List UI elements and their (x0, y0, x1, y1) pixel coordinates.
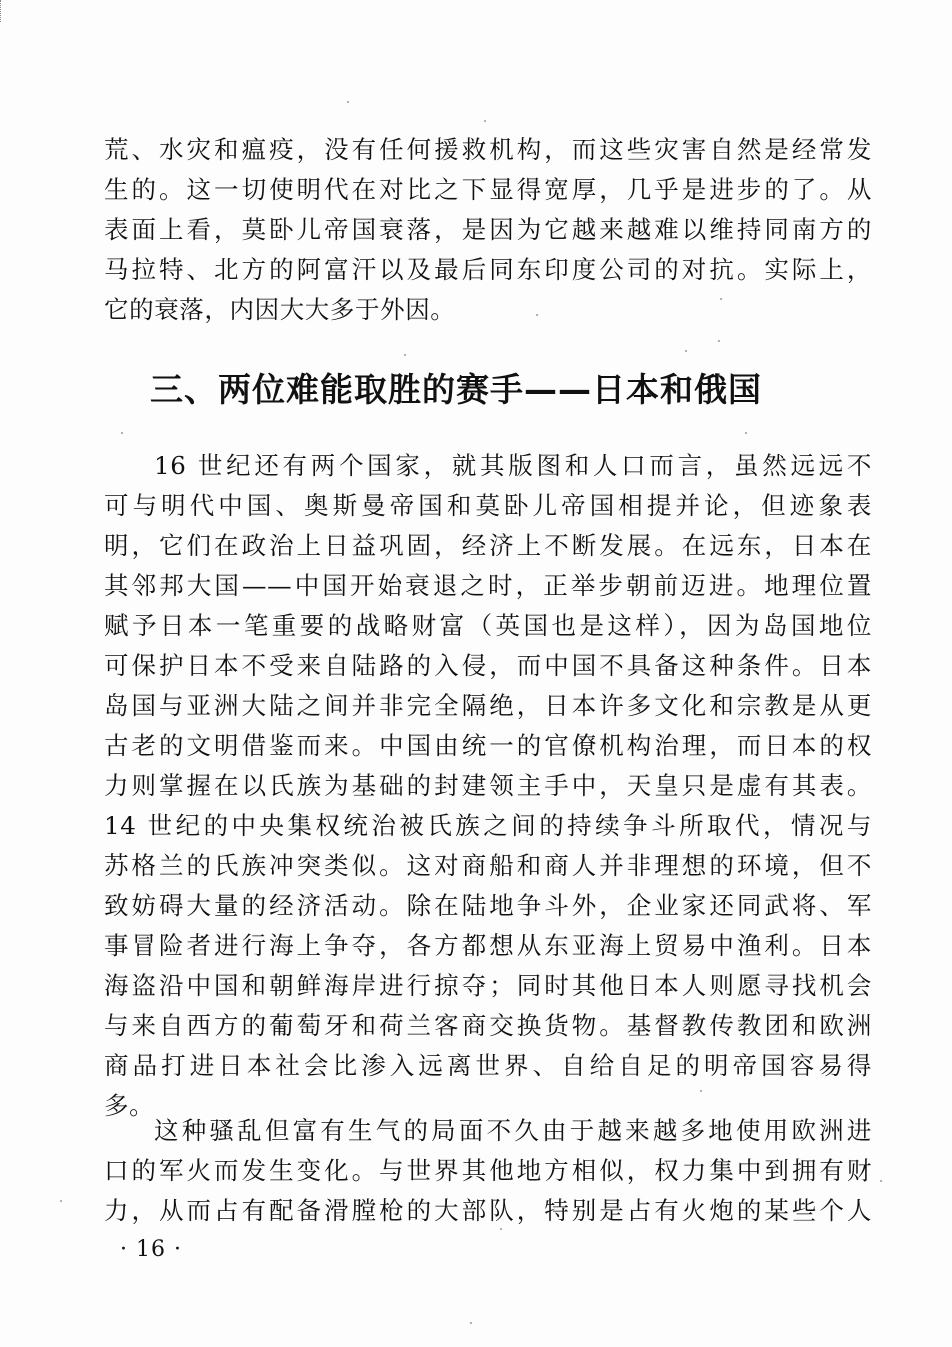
scan-speck (347, 101, 349, 103)
scan-speck (685, 350, 687, 352)
text-line: 海盗沿中国和朝鲜海岸进行掠夺；同时其他日本人则愿寻找机会 (104, 971, 872, 1000)
text-line: 多。 (104, 1091, 155, 1120)
text-line: 可与明代中国、奥斯曼帝国和莫卧儿帝国相提并论，但迹象表 (104, 491, 872, 520)
scan-speck (536, 314, 538, 316)
scan-speck (880, 1180, 882, 1182)
scan-speck (500, 1228, 502, 1230)
text-line: 明，它们在政治上日益巩固，经济上不断发展。在远东，日本在 (104, 531, 872, 560)
text-line: 口的军火而发生变化。与世界其他地方相似，权力集中到拥有财 (104, 1156, 872, 1185)
text-line: 可保护日本不受来自陆路的入侵，而中国不具备这种条件。日本 (104, 651, 872, 680)
text-line: 14 世纪的中央集权统治被氏族之间的持续争斗所取代，情况与 (104, 811, 872, 840)
page-number: · 16 · (120, 1237, 182, 1262)
text-line: 事冒险者进行海上争夺，各方都想从东亚海上贸易中渔利。日本 (104, 931, 872, 960)
scan-speck (745, 432, 747, 434)
scan-speck (484, 120, 486, 122)
text-line: 它的衰落，内因大大多于外因。 (104, 295, 456, 324)
text-line: 力则掌握在以氏族为基础的封建领主手中，天皇只是虚有其表。 (104, 771, 872, 800)
section-heading: 三、两位难能取胜的赛手——日本和俄国 (150, 370, 762, 409)
scan-speck (404, 354, 406, 356)
text-line: 这种骚乱但富有生气的局面不久由于越来越多地使用欧洲进 (154, 1116, 872, 1145)
scan-speck (121, 432, 123, 434)
scan-speck (60, 1200, 62, 1202)
text-line: 力，从而占有配备滑膛枪的大部队，特别是占有火炮的某些个人 (104, 1196, 872, 1225)
text-line: 商品打进日本社会比渗入远离世界、自给自足的明帝国容易得 (104, 1051, 872, 1080)
text-line: 赋予日本一笔重要的战略财富（英国也是这样），因为岛国地位 (104, 611, 872, 640)
scan-speck (718, 340, 720, 342)
paragraph-firearms (104, 1111, 872, 1231)
text-line: 岛国与亚洲大陆之间并非完全隔绝，日本许多文化和宗教是从更 (104, 691, 872, 720)
text-line: 其邻邦大国——中国开始衰退之时，正举步朝前迈进。地理位置 (104, 571, 872, 600)
scan-speck (700, 1090, 702, 1092)
text-line: 16 世纪还有两个国家，就其版图和人口而言，虽然远远不 (154, 451, 872, 480)
text-line: 苏格兰的氏族冲突类似。这对商船和商人并非理想的环境，但不 (104, 851, 872, 880)
paragraph-japan-russia (104, 446, 872, 1126)
scan-speck (470, 1322, 472, 1324)
text-line: 古老的文明借鉴而来。中国由统一的官僚机构治理，而日本的权 (104, 731, 872, 760)
text-line: 马拉特、北方的阿富汗以及最后同东印度公司的对抗。实际上， (104, 255, 872, 284)
scan-speck (720, 298, 722, 300)
paragraph-continued (104, 130, 872, 330)
text-line: 生的。这一切使明代在对比之下显得宽厚，几乎是进步的了。从 (104, 175, 872, 204)
text-line: 致妨碍大量的经济活动。除在陆地争斗外，企业家还同武将、军 (104, 891, 872, 920)
scan-edge-mark (0, 0, 13, 22)
text-line: 表面上看，莫卧儿帝国衰落，是因为它越来越难以维持同南方的 (104, 215, 872, 244)
text-line: 荒、水灾和瘟疫，没有任何援救机构，而这些灾害自然是经常发 (104, 135, 872, 164)
text-line: 与来自西方的葡萄牙和荷兰客商交换货物。基督教传教团和欧洲 (104, 1011, 872, 1040)
